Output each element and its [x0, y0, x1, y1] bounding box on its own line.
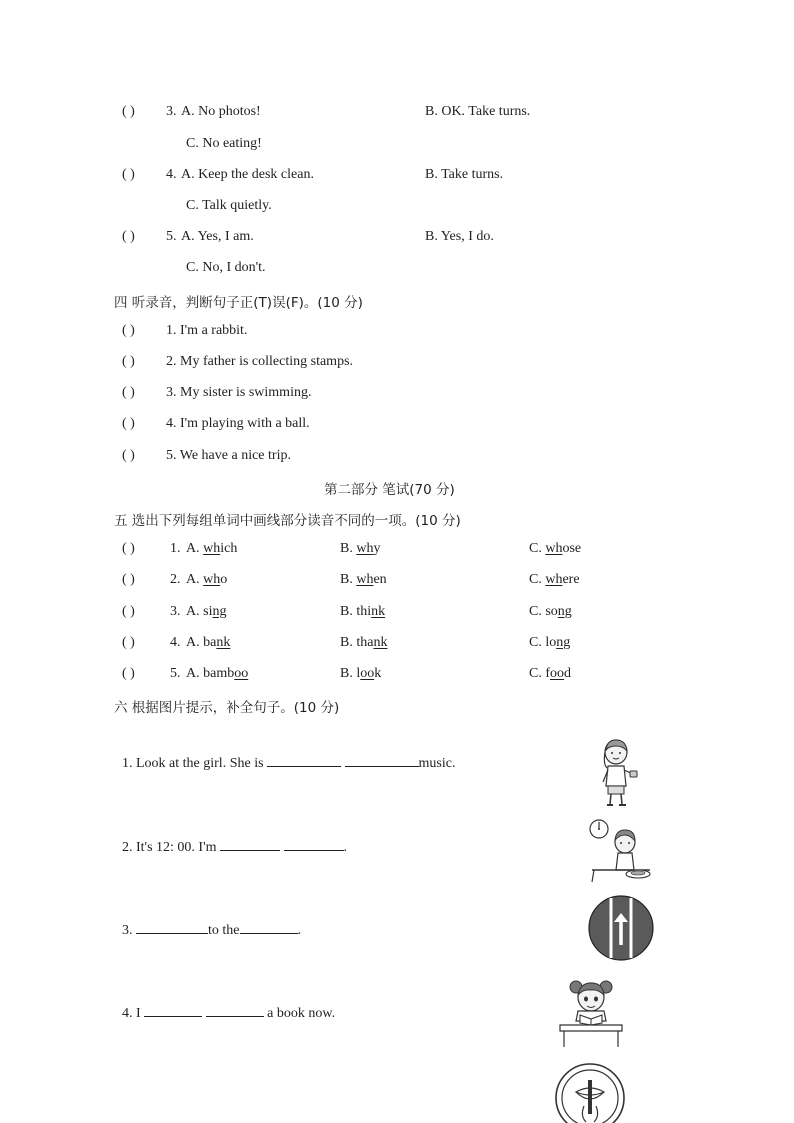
fill-sentence-1: 1. Look at the girl. She is music.: [122, 756, 456, 771]
item-number: 4.: [166, 167, 177, 182]
section-4-title: 四 听录音，判断句子正(T)误(F)。(10 分): [114, 295, 363, 311]
blank-field[interactable]: [136, 921, 208, 934]
option-c: C. whose: [529, 541, 582, 556]
answer-paren[interactable]: ( ): [122, 666, 135, 681]
option-c: C. No, I don't.: [186, 260, 266, 275]
option-a: A. who: [186, 572, 228, 587]
item-text: 2. My father is collecting stamps.: [166, 354, 354, 369]
option-b: B. why: [340, 541, 381, 556]
part-2-title: 第二部分 笔试(70 分): [324, 482, 455, 498]
item-number: 4.: [170, 635, 181, 650]
answer-paren[interactable]: ( ): [122, 541, 135, 556]
item-number: 5.: [170, 666, 181, 681]
option-b: B. when: [340, 572, 387, 587]
option-a: A. Keep the desk clean.: [181, 167, 314, 182]
blank-field[interactable]: [240, 921, 298, 934]
option-a: A. bamboo: [186, 666, 249, 681]
blank-field[interactable]: [345, 754, 419, 767]
blank-field[interactable]: [267, 754, 341, 767]
fill-sentence-2: 2. It's 12: 00. I'm .: [122, 840, 347, 855]
go-straight-sign: [588, 895, 654, 961]
answer-paren[interactable]: ( ): [122, 229, 135, 244]
option-b: B. OK. Take turns.: [425, 104, 531, 119]
option-a: A. No photos!: [181, 104, 261, 119]
lunch-time-picture: [588, 818, 654, 884]
item-text: 1. I'm a rabbit.: [166, 323, 248, 338]
answer-paren[interactable]: ( ): [122, 604, 135, 619]
item-text: 4. I'm playing with a ball.: [166, 416, 310, 431]
answer-paren[interactable]: ( ): [122, 385, 135, 400]
option-c: C. long: [529, 635, 571, 650]
section-5-title: 五 选出下列每组单词中画线部分读音不同的一项。(10 分): [114, 513, 461, 529]
option-b: B. think: [340, 604, 386, 619]
option-b: B. Take turns.: [425, 167, 504, 182]
option-c: C. where: [529, 572, 580, 587]
item-text: 5. We have a nice trip.: [166, 448, 291, 463]
answer-paren[interactable]: ( ): [122, 448, 135, 463]
answer-paren[interactable]: ( ): [122, 323, 135, 338]
answer-paren[interactable]: ( ): [122, 635, 135, 650]
option-b: B. look: [340, 666, 382, 681]
item-number: 5.: [166, 229, 177, 244]
item-number: 3.: [166, 104, 177, 119]
item-text: 3. My sister is swimming.: [166, 385, 312, 400]
answer-paren[interactable]: ( ): [122, 104, 135, 119]
item-number: 1.: [170, 541, 181, 556]
answer-paren[interactable]: ( ): [122, 354, 135, 369]
option-a: A. sing: [186, 604, 227, 619]
blank-field[interactable]: [220, 838, 280, 851]
option-c: C. No eating!: [186, 136, 262, 151]
blank-field[interactable]: [206, 1004, 264, 1017]
option-c: C. song: [529, 604, 572, 619]
be-quiet-sign: [554, 1062, 626, 1123]
girl-listening-picture: [595, 738, 639, 808]
item-number: 3.: [170, 604, 181, 619]
answer-paren[interactable]: ( ): [122, 416, 135, 431]
option-a: A. Yes, I am.: [181, 229, 254, 244]
answer-paren[interactable]: ( ): [122, 572, 135, 587]
blank-field[interactable]: [284, 838, 344, 851]
fill-sentence-4: 4. I a book now.: [122, 1006, 336, 1021]
option-c: C. Talk quietly.: [186, 198, 272, 213]
option-a: A. which: [186, 541, 238, 556]
answer-paren[interactable]: ( ): [122, 167, 135, 182]
blank-field[interactable]: [144, 1004, 202, 1017]
option-a: A. bank: [186, 635, 231, 650]
option-b: B. thank: [340, 635, 388, 650]
fill-sentence-3: 3. to the .: [122, 923, 301, 938]
girl-reading-picture: [556, 975, 626, 1049]
option-b: B. Yes, I do.: [425, 229, 494, 244]
section-6-title: 六 根据图片提示，补全句子。(10 分): [114, 700, 340, 716]
option-c: C. food: [529, 666, 572, 681]
item-number: 2.: [170, 572, 181, 587]
